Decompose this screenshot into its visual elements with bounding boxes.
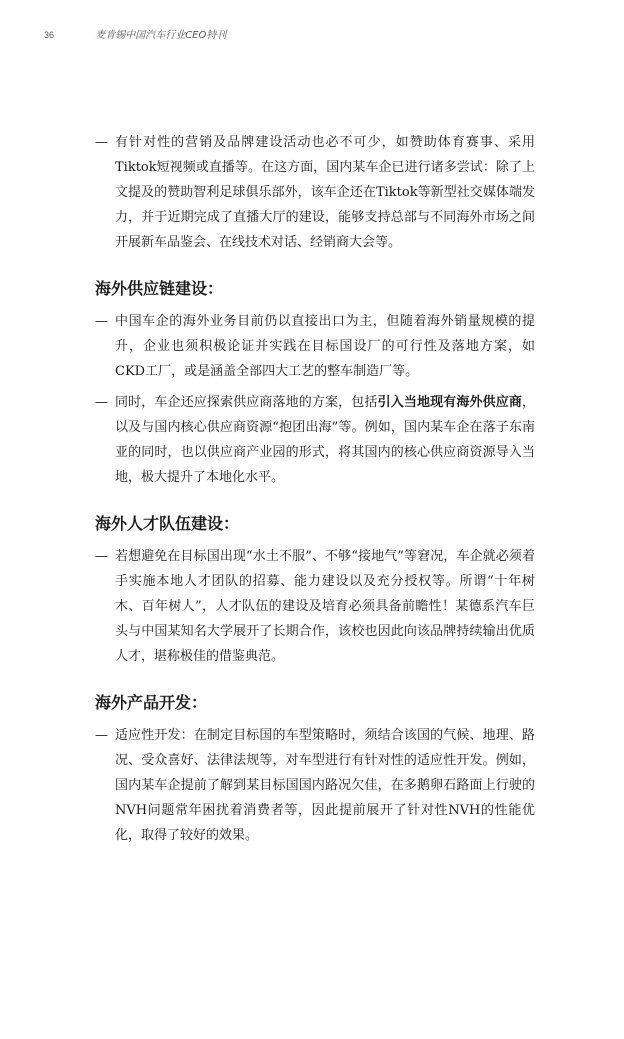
bullet-text-part: 同时，车企还应探索供应商落地的方案，包括 xyxy=(115,395,378,410)
bullet-text-part: ，以及与国内核心供应商资源“抱团出海”等。例如，国内某车企在落子东南亚的同时，也以供应商产业园的形式，将其国内的核心供应商资源导入当地，极大提升了本地化水平。 xyxy=(115,395,535,485)
bullet-dash: — xyxy=(95,395,108,410)
running-title: 麦肯锡中国汽车行业CEO特刊 xyxy=(95,30,227,41)
page-header xyxy=(44,26,226,41)
list-item xyxy=(95,130,535,255)
bullet-dash: — xyxy=(95,728,108,743)
section-heading-supply-chain: 海外供应链建设： xyxy=(95,279,224,298)
list-item xyxy=(95,544,535,669)
bullet-text: 中国车企的海外业务目前仍以直接出口为主，但随着海外销量规模的提升，企业也须积极论证并实践在目标国设厂的可行性及落地方案，如CKD工厂，或是涵盖全部四大工艺的整车制造厂等。 xyxy=(115,314,535,379)
bullet-text: 有针对性的营销及品牌建设活动也必不可少，如赞助体育赛事、采用Tiktok短视频或直播等。在这方面，国内某车企已进行诸多尝试：除了上文提及的赞助智利足球俱乐部外，该车企还在Tiktok等新型社交媒体端发力，并于近期完成了直播大厅的建设，能够支持总部与不同海外市场之间开展新车品鉴会、在线技术对话、经销商大会等。 xyxy=(115,135,535,250)
section-heading-talent: 海外人才队伍建设： xyxy=(95,514,240,533)
bold-emphasis: 引入当地现有海外供应商 xyxy=(377,395,522,410)
section-heading-product: 海外产品开发： xyxy=(95,693,208,712)
bullet-dash: — xyxy=(95,549,108,564)
bullet-dash: — xyxy=(95,314,108,329)
article-body xyxy=(95,130,535,854)
list-item xyxy=(95,309,535,384)
bullet-text xyxy=(115,390,535,490)
bullet-text: 适应性开发：在制定目标国的车型策略时，须结合该国的气候、地理、路况、受众喜好、法律法规等，对车型进行有针对性的适应性开发。例如，国内某车企提前了解到某目标国国内路况欠佳，在多鹅卵石路面上行驶的NVH问题常年困扰着消费者等，因此提前展开了针对性NVH的性能优化，取得了较好的效果。 xyxy=(115,728,535,843)
page-number: 36 xyxy=(44,30,55,40)
bullet-text: 若想避免在目标国出现“水土不服”、不够“接地气”等窘况，车企就必须着手实施本地人才团队的招募、能力建设以及充分授权等。所谓“十年树木、百年树人”，人才队伍的建设及培育必须具备前瞻性！某德系汽车巨头与中国某知名大学展开了长期合作，该校也因此向该品牌持续输出优质人才，堪称极佳的借鉴典范。 xyxy=(115,549,535,664)
bullet-dash: — xyxy=(95,135,108,150)
list-item xyxy=(95,390,535,490)
list-item xyxy=(95,723,535,848)
